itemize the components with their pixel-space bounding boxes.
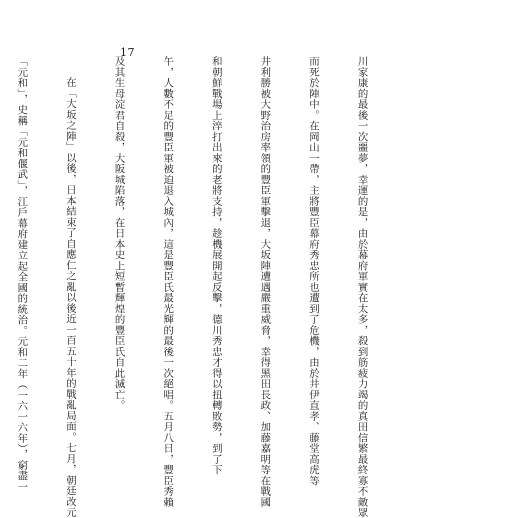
text-line: 午，人數不足的豐臣軍被迫退入城內，這是豐臣氏最光輝的最後一次絕唱。五月八日，豐臣秀賴 bbox=[161, 56, 174, 508]
text-line: 而死於陣中。在岡山一帶，主將豐臣幕府秀忠所也遭到了危機，由於井伊直孝、藤堂高虎等 bbox=[306, 56, 319, 486]
text-line: 在「大坂之陣」以後，日本結束了自應仁之亂以後近一百五十年的戰亂局面。七月，朝廷改元 bbox=[63, 76, 76, 518]
page-number: 17 bbox=[120, 46, 135, 59]
text-line: 和朝鮮戰場上淬打出來的老將支持，趁機展開起反擊，德川秀忠才得以扭轉敗勢，到了下 bbox=[209, 56, 222, 476]
text-line: 及其生母淀君自殺，大阪城陷落，在日本史上短暫輝煌的豐臣氏自此滅亡。 bbox=[112, 56, 125, 411]
text-line: 川家康的最後一次噩夢，幸運的是，由於幕府軍實在太多，殺到筋疲力竭的真田信繁最終寡不敵眾 bbox=[355, 56, 368, 518]
text-line: 「元和」，史稱「元和偃武」，江戶幕府建立起全國的統治。元和二年（一六一六年），窮盡一 bbox=[15, 56, 28, 492]
vertical-text-block bbox=[0, 56, 402, 518]
text-line: 井利勝被大野治房率領的豐臣軍擊退，大坂陣遭遇嚴重威脅，幸得黑田長政、加藤嘉明等在戰國 bbox=[258, 56, 271, 508]
